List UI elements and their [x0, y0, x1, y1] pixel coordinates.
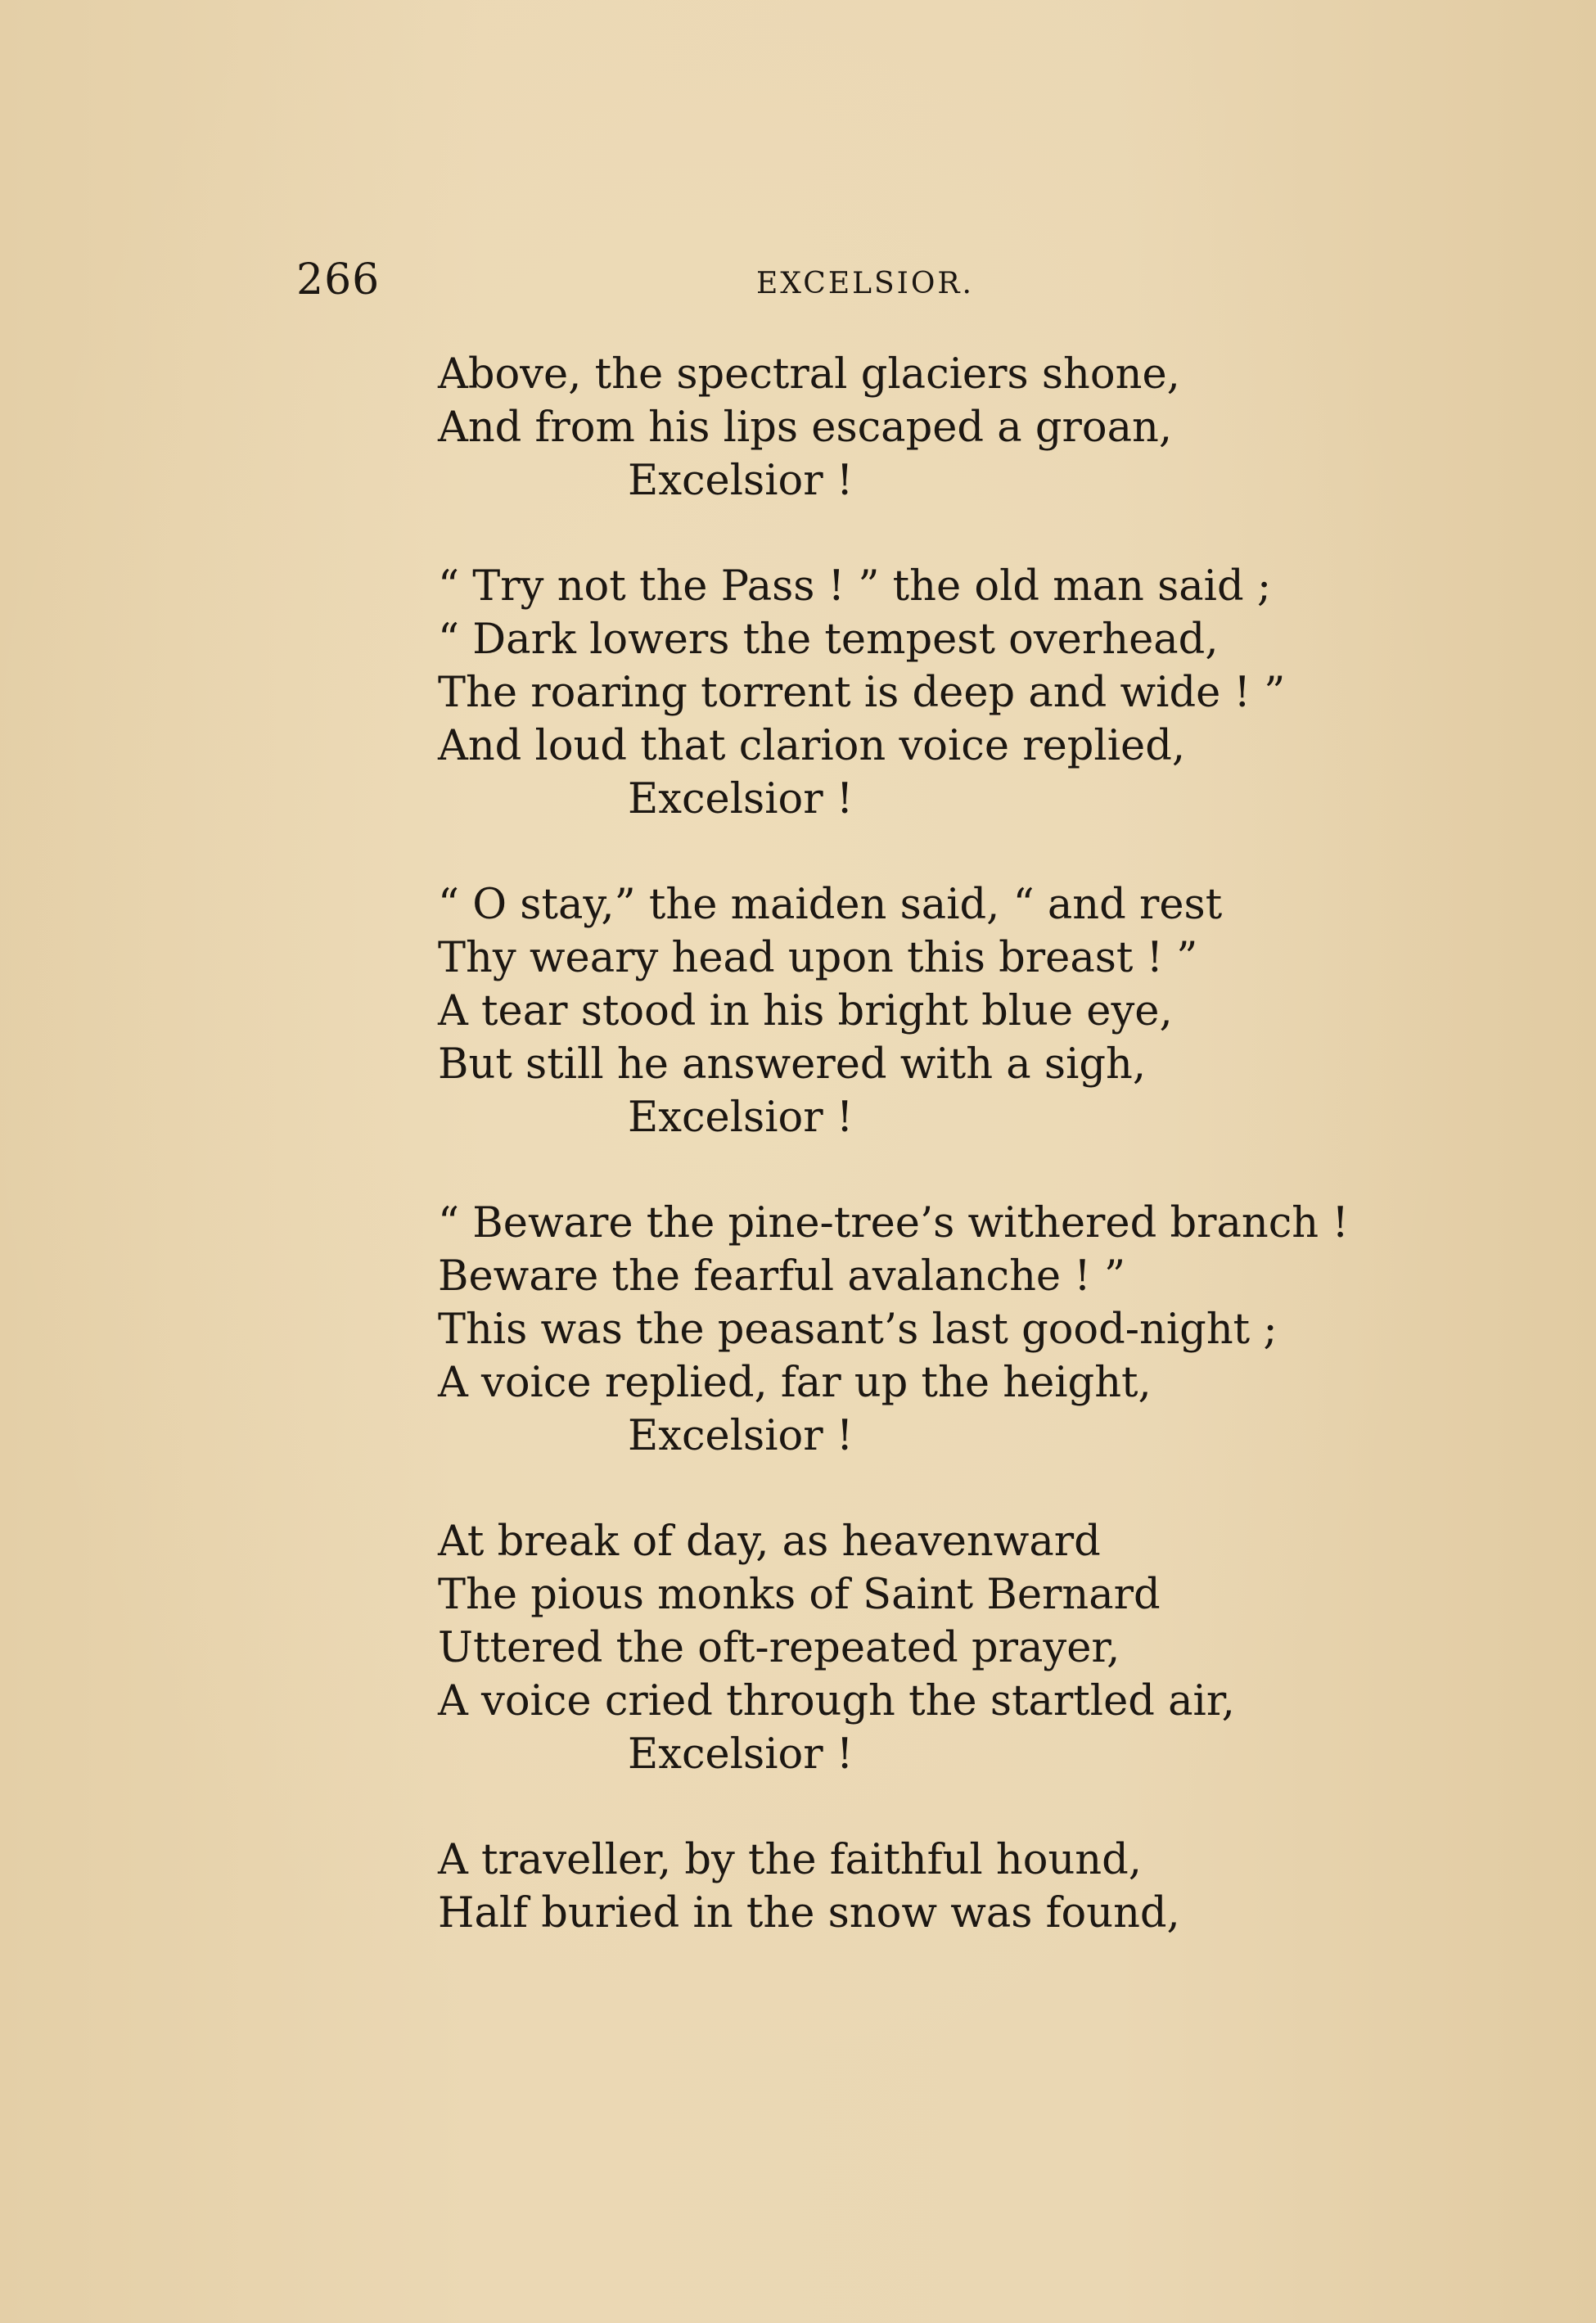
poem-line: Uttered the oft-repeated prayer, — [438, 1624, 1120, 1672]
poem-line: But still he answered with a sigh, — [438, 1040, 1147, 1089]
stanza-3 — [438, 878, 1420, 1144]
poem-line: “ Try not the Pass ! ” the old man said ; — [438, 562, 1272, 611]
refrain-line: Excelsior ! — [628, 1730, 854, 1779]
stanza-2 — [438, 560, 1420, 826]
poem-line: Half buried in the snow was found, — [438, 1889, 1180, 1937]
refrain-line: Excelsior ! — [628, 775, 854, 823]
poem-line: A voice replied, far up the height, — [438, 1359, 1152, 1407]
poem-line: A traveller, by the faithful hound, — [438, 1836, 1143, 1884]
running-head — [296, 255, 1573, 304]
poem-line: A voice cried through the startled air, — [438, 1677, 1235, 1725]
poem-line: And from his lips escaped a groan, — [438, 404, 1173, 452]
page-number: 266 — [296, 255, 381, 304]
poem-line: At break of day, as heavenward — [438, 1518, 1101, 1566]
poem-line: Above, the spectral glaciers shone, — [438, 350, 1180, 399]
poem-line: “ O stay,” the maiden said, “ and rest — [438, 881, 1223, 929]
poem-line: The roaring torrent is deep and wide ! ” — [438, 669, 1286, 717]
refrain-line: Excelsior ! — [628, 1412, 854, 1460]
running-title: EXCELSIOR. — [756, 267, 974, 300]
poem-line: “ Beware the pine-tree’s withered branch ! — [438, 1199, 1349, 1247]
poem-line: Thy weary head upon this breast ! ” — [438, 934, 1198, 982]
refrain-line: Excelsior ! — [628, 457, 854, 505]
poem-body — [438, 348, 1420, 1992]
refrain-line: Excelsior ! — [628, 1094, 854, 1142]
poem-line: The pious monks of Saint Bernard — [438, 1571, 1161, 1619]
poem-line: And loud that clarion voice replied, — [438, 722, 1186, 770]
stanza-5 — [438, 1515, 1420, 1781]
poem-line: “ Dark lowers the tempest overhead, — [438, 616, 1219, 664]
poem-line: A tear stood in his bright blue eye, — [438, 987, 1173, 1035]
stanza-6 — [438, 1834, 1420, 1940]
poem-line: Beware the fearful avalanche ! ” — [438, 1252, 1126, 1301]
poem-line: This was the peasant’s last good-night ; — [438, 1306, 1278, 1354]
stanza-4 — [438, 1197, 1420, 1463]
stanza-1 — [438, 348, 1420, 507]
